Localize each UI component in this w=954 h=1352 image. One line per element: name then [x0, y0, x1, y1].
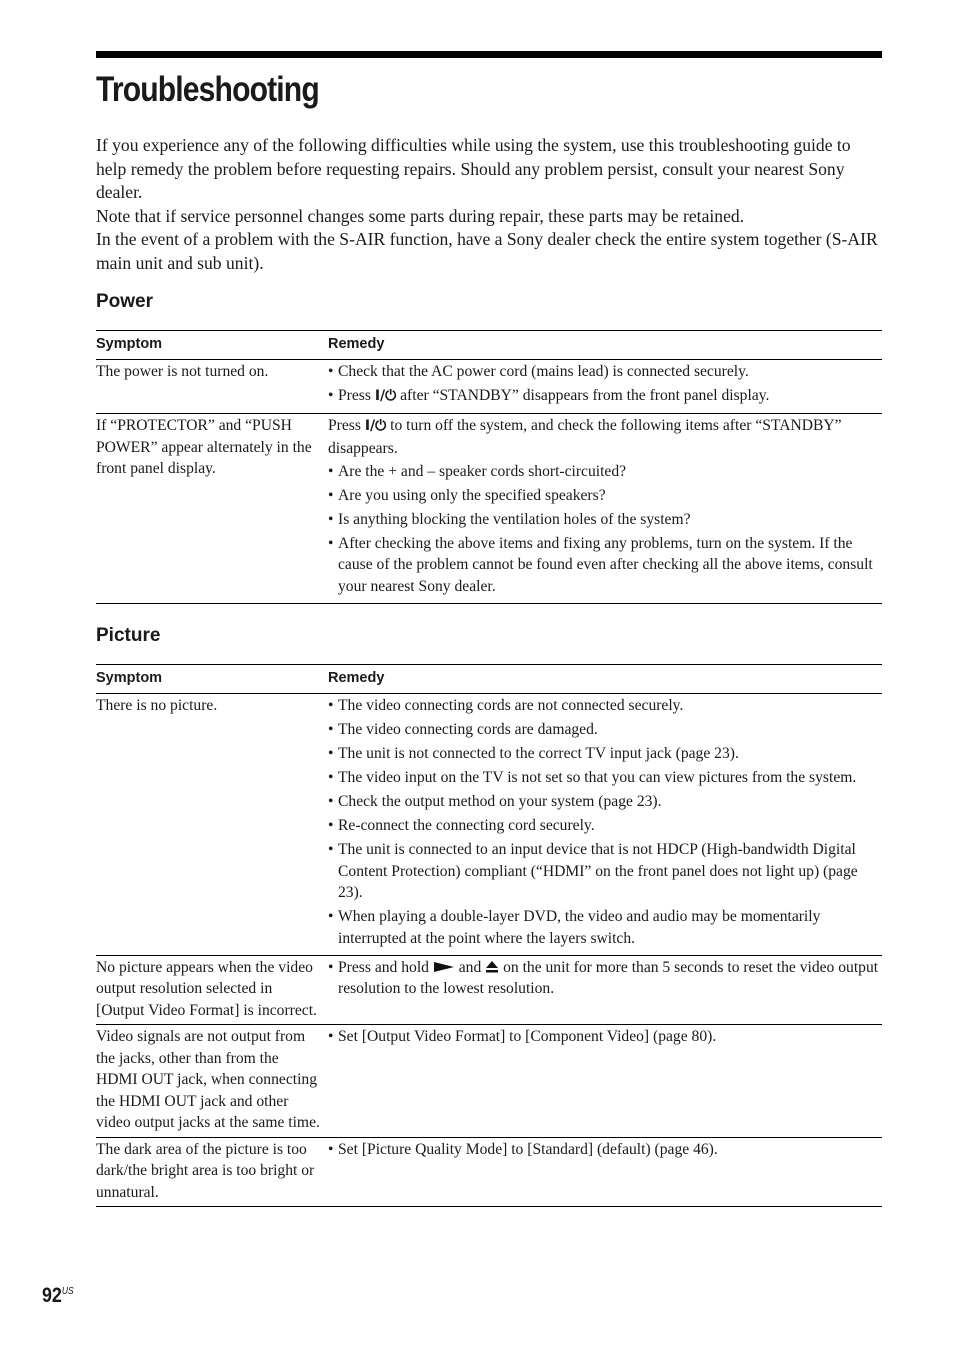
- list-item: • After checking the above items and fixing any problems, turn on the system. If the cause of the problem cannot be found even after checking all the above items, consult your nearest Sony dealer.: [328, 533, 882, 598]
- text-run: and: [454, 958, 486, 976]
- remedy-lead: [328, 415, 882, 459]
- list-item: • Is anything blocking the ventilation holes of the system?: [328, 509, 882, 531]
- remedy-cell: [328, 955, 882, 1025]
- intro-paragraph: If you experience any of the following difficulties while using the system, use this troubleshooting guide to help remedy the problem before requesting repairs. Should any problem persist, consult your nearest Sony dealer.: [96, 135, 851, 203]
- symptom-cell: The power is not turned on.: [96, 363, 269, 381]
- remedy-list: [328, 461, 882, 598]
- remedy-list: [328, 957, 882, 1000]
- table-row: [96, 694, 882, 956]
- list-item: • The video connecting cords are damaged.: [328, 719, 882, 741]
- symptom-cell: There is no picture.: [96, 697, 218, 715]
- list-item: • Are you using only the specified speakers?: [328, 485, 882, 507]
- intro-paragraph: Note that if service personnel changes some parts during repair, these parts may be retained.: [96, 205, 745, 226]
- manual-page: [96, 51, 882, 1207]
- list-item: • The video connecting cords are not connected securely.: [328, 695, 882, 717]
- text-run: Press and hold: [338, 958, 433, 976]
- remedy-list: [328, 1026, 882, 1048]
- list-item: • Check that the AC power cord (mains lead) is connected securely.: [328, 361, 882, 383]
- text-run: Press: [328, 417, 365, 435]
- table-row: [96, 360, 882, 414]
- remedy-cell: [328, 360, 882, 414]
- text-run: after “STANDBY” disappears from the front panel display.: [396, 387, 770, 405]
- remedy-list: [328, 361, 882, 408]
- remedy-cell: [328, 1137, 882, 1207]
- intro-paragraph: In the event of a problem with the S-AIR function, have a Sony dealer check the entire system together (S-AIR main unit and sub unit).: [96, 229, 878, 273]
- page-number: [42, 1284, 74, 1308]
- text-run: on the unit for more than 5 seconds to reset the video output resolution to the lowest resolution.: [338, 958, 879, 998]
- region-suffix: US: [61, 1286, 74, 1297]
- play-icon: [433, 961, 455, 973]
- list-item: [328, 385, 882, 408]
- picture-table: [96, 664, 882, 1208]
- remedy-list: [328, 1139, 882, 1161]
- section-heading-power: Power: [96, 290, 154, 312]
- power-standby-icon: I/⏻: [364, 418, 387, 435]
- table-row: [96, 1025, 882, 1138]
- remedy-cell: [328, 414, 882, 604]
- list-item: • Set [Output Video Format] to [Component Video] (page 80).: [328, 1026, 882, 1048]
- title-rule: [96, 51, 882, 58]
- symptom-cell: Video signals are not output from the jacks, other than from the HDMI OUT jack, when connecting the HDMI OUT jack and other video output jacks at the same time.: [96, 1028, 320, 1132]
- power-table: [96, 330, 882, 604]
- text-run: Press: [338, 387, 375, 405]
- power-standby-icon: I/⏻: [374, 388, 397, 405]
- column-header-remedy: Remedy: [328, 669, 385, 686]
- list-item: • Set [Picture Quality Mode] to [Standard] (default) (page 46).: [328, 1139, 882, 1161]
- symptom-cell: No picture appears when the video output resolution selected in [Output Video Format] is incorrect.: [96, 958, 317, 1019]
- list-item: [328, 957, 882, 1000]
- column-header-remedy: Remedy: [328, 335, 385, 352]
- table-header-row: [96, 330, 882, 360]
- list-item: • Re-connect the connecting cord securely.: [328, 815, 882, 837]
- column-header-symptom: Symptom: [96, 669, 163, 686]
- page-number-value: 92: [42, 1284, 62, 1307]
- list-item: • Check the output method on your system (page 23).: [328, 791, 882, 813]
- column-header-symptom: Symptom: [96, 335, 163, 352]
- list-item: • The unit is connected to an input device that is not HDCP (High-bandwidth Digital Content Protection) compliant (“HDMI” on the front panel does not light up) (page 23).: [328, 839, 882, 904]
- list-item: • The unit is not connected to the correct TV input jack (page 23).: [328, 743, 882, 765]
- remedy-cell: [328, 1025, 882, 1138]
- table-row: [96, 955, 882, 1025]
- list-item: • When playing a double-layer DVD, the video and audio may be momentarily interrupted at the point where the layers switch.: [328, 906, 882, 949]
- list-item: • Are the + and – speaker cords short-circuited?: [328, 461, 882, 483]
- section-heading-picture: Picture: [96, 624, 161, 646]
- symptom-cell: If “PROTECTOR” and “PUSH POWER” appear alternately in the front panel display.: [96, 417, 312, 478]
- remedy-cell: [328, 694, 882, 956]
- table-row: [96, 1137, 882, 1207]
- eject-icon: [485, 960, 499, 973]
- list-item: • The video input on the TV is not set so that you can view pictures from the system.: [328, 767, 882, 789]
- page-title: Troubleshooting: [96, 70, 319, 109]
- intro-text: [96, 134, 882, 276]
- table-header-row: [96, 664, 882, 694]
- table-row: [96, 414, 882, 604]
- symptom-cell: The dark area of the picture is too dark/the bright area is too bright or unnatural.: [96, 1140, 315, 1201]
- text-run: to turn off the system, and check the following items after “STANDBY” disappears.: [328, 417, 842, 457]
- remedy-list: [328, 695, 882, 949]
